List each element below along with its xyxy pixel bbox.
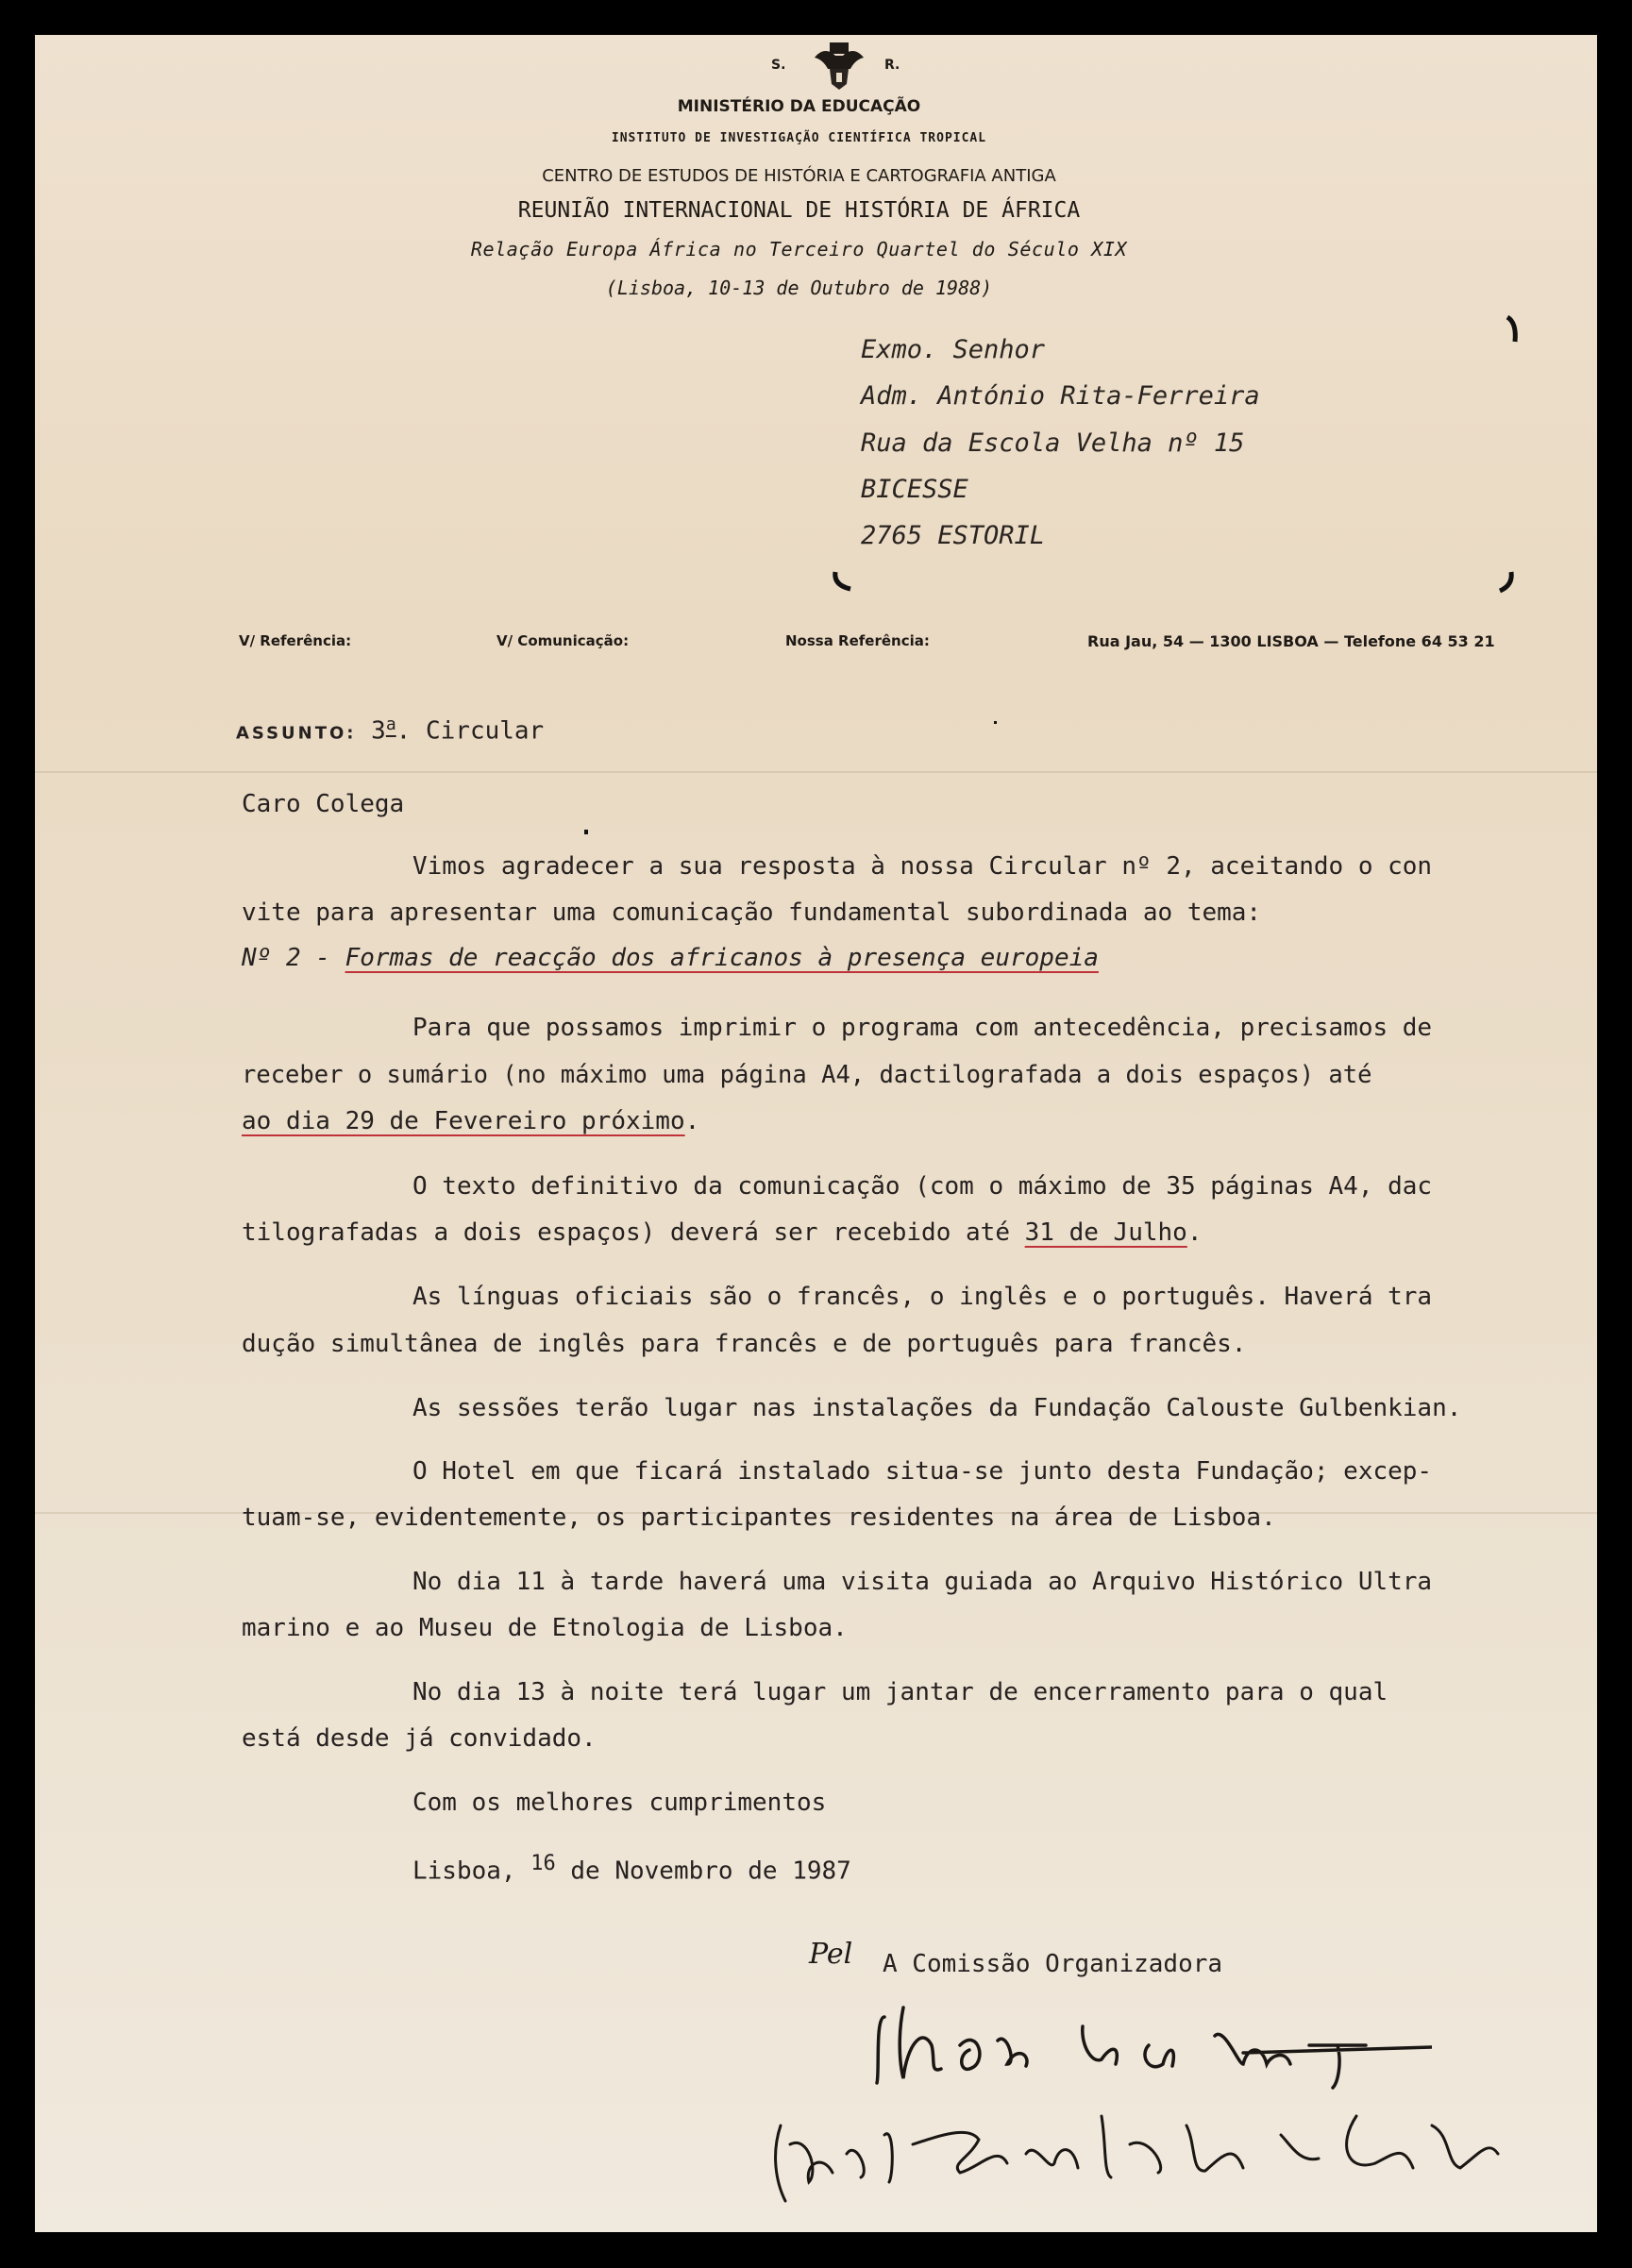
pel-handwritten: Pel (809, 1938, 853, 1971)
stray-mark (994, 721, 997, 724)
paragraph-1-line-2: vite para apresentar uma comunicação fundamental subordinada ao tema: (242, 899, 1262, 927)
abstract-deadline: ao dia 29 de Fevereiro próximo (242, 1107, 685, 1135)
window-corner-mark (1502, 313, 1530, 351)
letter-date (412, 1852, 851, 1886)
recipient-street: Rua da Escola Velha nº 15 (861, 428, 1245, 458)
topic-title: Formas de reacção dos africanos à presença europeia (345, 944, 1099, 972)
topic-number: Nº 2 - (242, 944, 345, 972)
greeting: Caro Colega (242, 790, 405, 818)
period: . (684, 1107, 700, 1135)
centre-heading: CENTRO DE ESTUDOS DE HISTÓRIA E CARTOGRAFIA ANTIGA (542, 166, 1056, 186)
subject-label: ASSUNTO: (236, 723, 357, 744)
paragraph-4-line-2: dução simultânea de inglês para francês e de português para francês. (242, 1330, 1247, 1358)
closing-line: Com os melhores cumprimentos (412, 1789, 827, 1817)
your-reference-label: V/ Referência: (239, 632, 352, 649)
coat-of-arms-icon (809, 37, 869, 92)
date-place: Lisboa, (412, 1856, 531, 1886)
text-deadline: 31 de Julho (1024, 1218, 1187, 1247)
date-month-year: de Novembro de 1987 (555, 1856, 851, 1886)
paragraph-2-line-1: Para que possamos imprimir o programa com antecedência, precisamos de (412, 1014, 1433, 1042)
paragraph-7-line-1: No dia 11 à tarde haverá uma visita guiada ao Arquivo Histórico Ultra (412, 1568, 1433, 1596)
paragraph-1-line-3 (242, 944, 1099, 972)
paragraph-2-line-3 (242, 1107, 699, 1135)
letter-page (35, 35, 1597, 2232)
paragraph-7-line-2: marino e ao Museu de Etnologia de Lisboa. (242, 1614, 848, 1642)
your-communication-label: V/ Comunicação: (496, 632, 630, 649)
recipient-postcode: 2765 ESTORIL (861, 521, 1046, 550)
recipient-salutation: Exmo. Senhor (861, 335, 1046, 364)
paragraph-6-line-2: tuam-se, evidentemente, os participantes residentes na área de Lisboa. (242, 1504, 1276, 1532)
paragraph-8-line-2: está desde já convidado. (242, 1724, 597, 1753)
stray-mark (584, 830, 588, 834)
paragraph-3-line-2 (242, 1218, 1202, 1247)
subject-number: 3 (371, 716, 386, 746)
recipient-name: Adm. António Rita-Ferreira (861, 381, 1260, 411)
paragraph-1-line-1: Vimos agradecer a sua resposta à nossa Circular nº 2, aceitando o con (412, 852, 1433, 881)
institute-heading: INSTITUTO DE INVESTIGAÇÃO CIENTÍFICA TROPICAL (611, 131, 987, 145)
ministry-heading: MINISTÉRIO DA EDUCAÇÃO (677, 97, 921, 116)
signature-1 (866, 1989, 1432, 2092)
paper-fold (35, 771, 1597, 773)
window-corner-mark (1494, 568, 1523, 596)
meeting-theme: Relação Europa África no Terceiro Quartel do Século XIX (470, 238, 1128, 260)
paragraph-3-line-1: O texto definitivo da comunicação (com o máximo de 35 páginas A4, dac (412, 1172, 1433, 1201)
paragraph-8-line-1: No dia 13 à noite terá lugar um jantar de encerramento para o qual (412, 1678, 1388, 1706)
signatory-line: A Comissão Organizadora (883, 1950, 1223, 1978)
subject-text: . Circular (395, 716, 545, 746)
subject-line (236, 714, 544, 746)
signature-2 (752, 2088, 1507, 2210)
period: . (1186, 1218, 1203, 1247)
paragraph-6-line-1: O Hotel em que ficará instalado situa-se junto desta Fundação; excep- (412, 1457, 1433, 1486)
coat-of-arms-seal: S. R. (771, 37, 913, 93)
paragraph-4-line-1: As línguas oficiais são o francês, o inglês e o português. Haverá tra (412, 1283, 1433, 1311)
date-day: 16 (530, 1852, 556, 1875)
institute-address: Rua Jau, 54 — 1300 LISBOA — Telefone 64 53 21 (1087, 632, 1495, 650)
window-corner-mark (830, 568, 858, 596)
recipient-locality: BICESSE (861, 475, 968, 504)
meeting-title: REUNIÃO INTERNACIONAL DE HISTÓRIA DE ÁFRICA (517, 198, 1081, 223)
paragraph-3-text: tilografadas a dois espaços) deverá ser recebido até (242, 1218, 1025, 1247)
subject-ordinal: a (385, 714, 396, 734)
paragraph-2-line-2: receber o sumário (no máximo uma página A4, dactilografada a dois espaços) até (242, 1061, 1372, 1089)
meeting-dates: (Lisboa, 10-13 de Outubro de 1988) (605, 277, 993, 299)
paragraph-5-line-1: As sessões terão lugar nas instalações da Fundação Calouste Gulbenkian. (412, 1394, 1462, 1422)
our-reference-label: Nossa Referência: (785, 632, 930, 649)
